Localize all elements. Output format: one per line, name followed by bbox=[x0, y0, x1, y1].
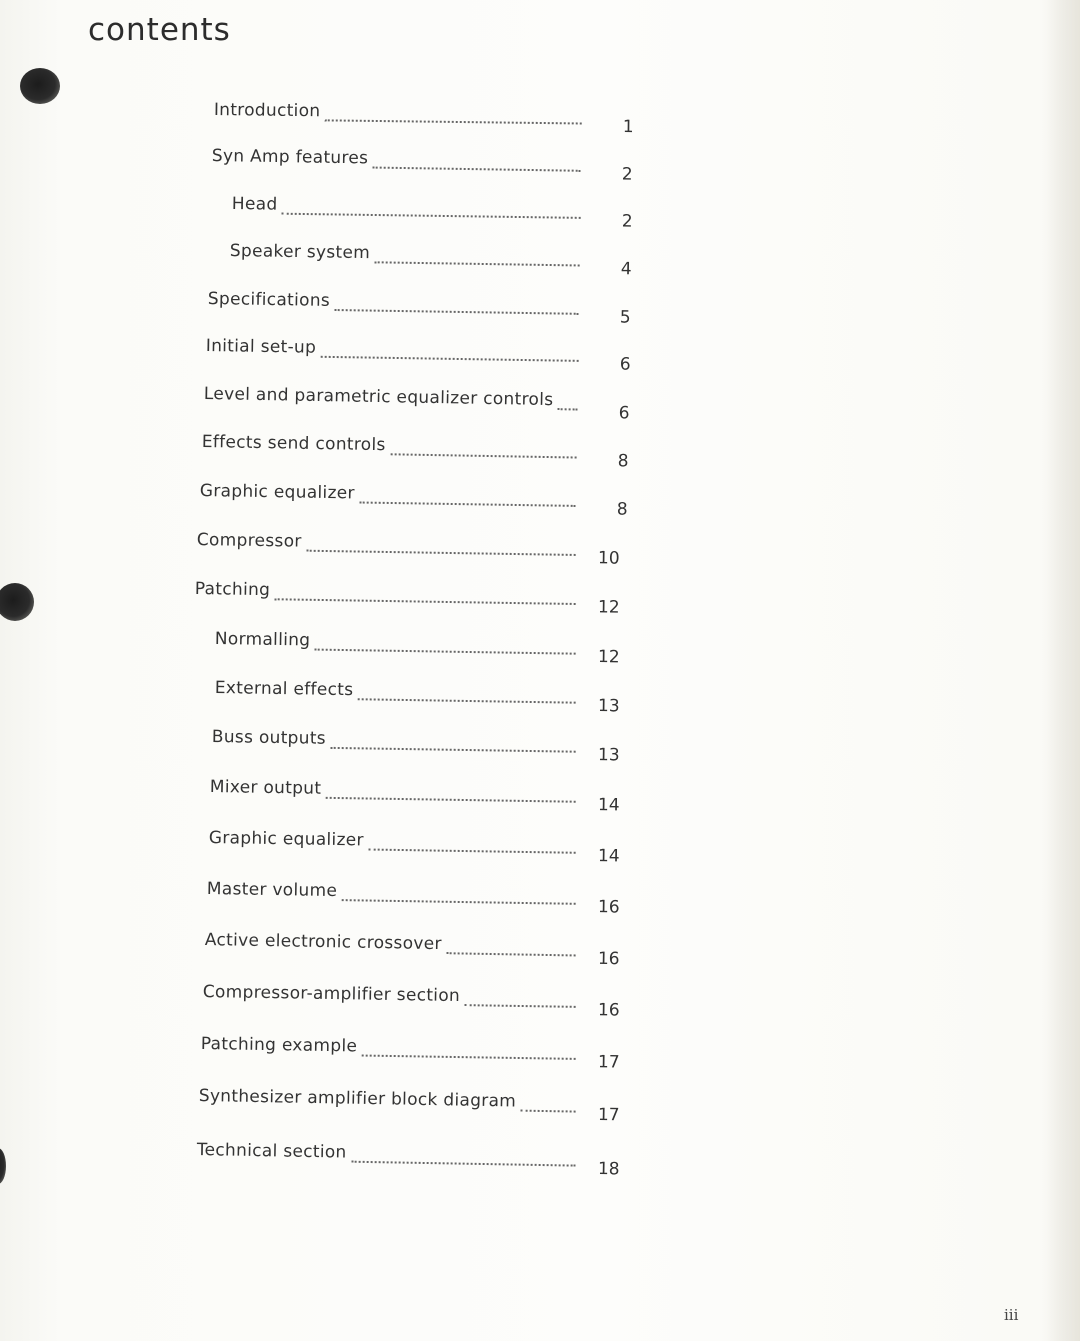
toc-entry-label: Effects send controls bbox=[201, 432, 386, 456]
toc-entry-label: Initial set-up bbox=[205, 336, 317, 358]
toc-entry-page: 14 bbox=[597, 846, 620, 867]
toc-entry-leader bbox=[282, 205, 581, 219]
toc-entry-head[interactable] bbox=[232, 194, 633, 230]
toc-entry-leader bbox=[325, 111, 582, 124]
toc-entry-leader bbox=[369, 841, 576, 854]
toc-entry-patching-example[interactable] bbox=[201, 1034, 620, 1071]
toc-entry-label: Compressor-amplifier section bbox=[202, 982, 461, 1007]
toc-entry-page: 16 bbox=[597, 1000, 620, 1021]
page-number: iii bbox=[1004, 1306, 1019, 1324]
toc-entry-page: 13 bbox=[597, 696, 620, 717]
toc-entry-introduction[interactable] bbox=[213, 100, 634, 138]
toc-entry-label: Speaker system bbox=[229, 241, 371, 264]
toc-entry-patching[interactable] bbox=[195, 579, 620, 616]
toc-entry-label: Normalling bbox=[214, 629, 311, 651]
toc-entry-page: 4 bbox=[620, 259, 632, 280]
toc-entry-label: Level and parametric equalizer controls bbox=[203, 384, 554, 411]
toc-entry-effects-send-controls[interactable] bbox=[201, 432, 629, 472]
toc-entry-block-diagram[interactable] bbox=[198, 1086, 620, 1126]
toc-entry-leader bbox=[358, 690, 576, 703]
toc-entry-page: 8 bbox=[616, 499, 628, 520]
toc-entry-page: 5 bbox=[619, 307, 631, 328]
toc-entry-graphic-equalizer-2[interactable] bbox=[208, 828, 620, 867]
toc-entry-page: 13 bbox=[597, 745, 620, 766]
toc-entry-leader bbox=[447, 944, 576, 956]
toc-entry-page: 10 bbox=[597, 548, 620, 569]
toc-entry-label: Graphic equalizer bbox=[208, 828, 364, 851]
toc-entry-label: Mixer output bbox=[209, 777, 322, 799]
toc-entry-label: Graphic equalizer bbox=[199, 481, 355, 504]
toc-entry-level-parametric-eq[interactable] bbox=[203, 384, 630, 424]
toc-entry-external-effects[interactable] bbox=[214, 678, 620, 717]
toc-entry-page: 12 bbox=[597, 647, 620, 668]
toc-entry-graphic-equalizer[interactable] bbox=[200, 481, 628, 518]
toc-entry-leader bbox=[391, 445, 577, 458]
toc-entry-speaker-system[interactable] bbox=[229, 241, 632, 280]
toc-entry-leader bbox=[335, 301, 579, 315]
toc-entry-active-electronic-crossover[interactable] bbox=[204, 930, 620, 970]
toc-entry-page: 8 bbox=[617, 451, 629, 472]
toc-entry-label: Head bbox=[231, 194, 278, 215]
toc-entry-page: 14 bbox=[597, 795, 620, 816]
toc-entry-label: Synthesizer amplifier block diagram bbox=[198, 1086, 517, 1112]
toc-entry-label: Master volume bbox=[206, 879, 338, 902]
toc-entry-label: Buss outputs bbox=[211, 727, 327, 749]
toc-entry-leader bbox=[375, 253, 580, 266]
toc-entry-leader bbox=[465, 996, 576, 1008]
toc-entry-leader bbox=[362, 1047, 576, 1060]
toc-entry-leader bbox=[373, 159, 581, 172]
toc-entry-page: 2 bbox=[621, 211, 633, 232]
toc-entry-technical-section[interactable] bbox=[196, 1140, 620, 1180]
toc-entry-page: 12 bbox=[597, 597, 620, 618]
toc-entry-leader bbox=[558, 400, 578, 410]
toc-entry-page: 6 bbox=[618, 403, 630, 424]
page-title: contents bbox=[88, 12, 231, 48]
toc-entry-compressor[interactable] bbox=[197, 530, 620, 567]
toc-entry-buss-outputs[interactable] bbox=[211, 727, 620, 766]
toc-entry-leader bbox=[352, 1153, 576, 1167]
toc-entry-label: Compressor bbox=[196, 530, 302, 552]
toc-entry-normalling[interactable] bbox=[214, 629, 620, 668]
toc-entry-leader bbox=[521, 1102, 576, 1113]
toc-entry-initial-set-up[interactable] bbox=[206, 336, 631, 373]
toc-entry-leader bbox=[360, 494, 576, 507]
toc-entry-label: Specifications bbox=[207, 289, 331, 311]
toc-entry-label: Technical section bbox=[196, 1140, 347, 1163]
toc-entry-leader bbox=[342, 891, 576, 905]
toc-entry-label: Active electronic crossover bbox=[204, 930, 442, 955]
toc-entry-page: 2 bbox=[621, 164, 633, 185]
toc-entry-master-volume[interactable] bbox=[206, 879, 620, 918]
toc-entry-leader bbox=[307, 542, 576, 556]
toc-entry-leader bbox=[321, 348, 579, 362]
toc-entry-page: 16 bbox=[597, 897, 620, 918]
toc-entry-leader bbox=[315, 641, 576, 655]
toc-entry-leader bbox=[326, 789, 576, 803]
toc-entry-label: Patching example bbox=[200, 1034, 358, 1057]
toc-entry-page: 18 bbox=[597, 1159, 620, 1180]
toc-entry-label: Introduction bbox=[213, 100, 321, 122]
toc-entry-mixer-output[interactable] bbox=[209, 777, 620, 816]
toc-entry-compressor-amplifier-section[interactable] bbox=[203, 982, 620, 1019]
toc-entry-page: 17 bbox=[597, 1104, 620, 1126]
toc-entry-page: 1 bbox=[622, 116, 634, 138]
toc-entry-syn-amp-features[interactable] bbox=[212, 146, 633, 183]
toc-entry-page: 17 bbox=[597, 1052, 620, 1073]
toc-entry-leader bbox=[331, 739, 576, 753]
toc-entry-label: Syn Amp features bbox=[211, 146, 369, 169]
toc-entry-page: 16 bbox=[597, 948, 620, 970]
toc-entry-label: Patching bbox=[194, 579, 271, 601]
toc-entry-label: External effects bbox=[214, 678, 354, 701]
toc-entry-page: 6 bbox=[619, 354, 631, 375]
toc-entry-specifications[interactable] bbox=[208, 289, 631, 326]
toc-entry-leader bbox=[275, 590, 576, 605]
